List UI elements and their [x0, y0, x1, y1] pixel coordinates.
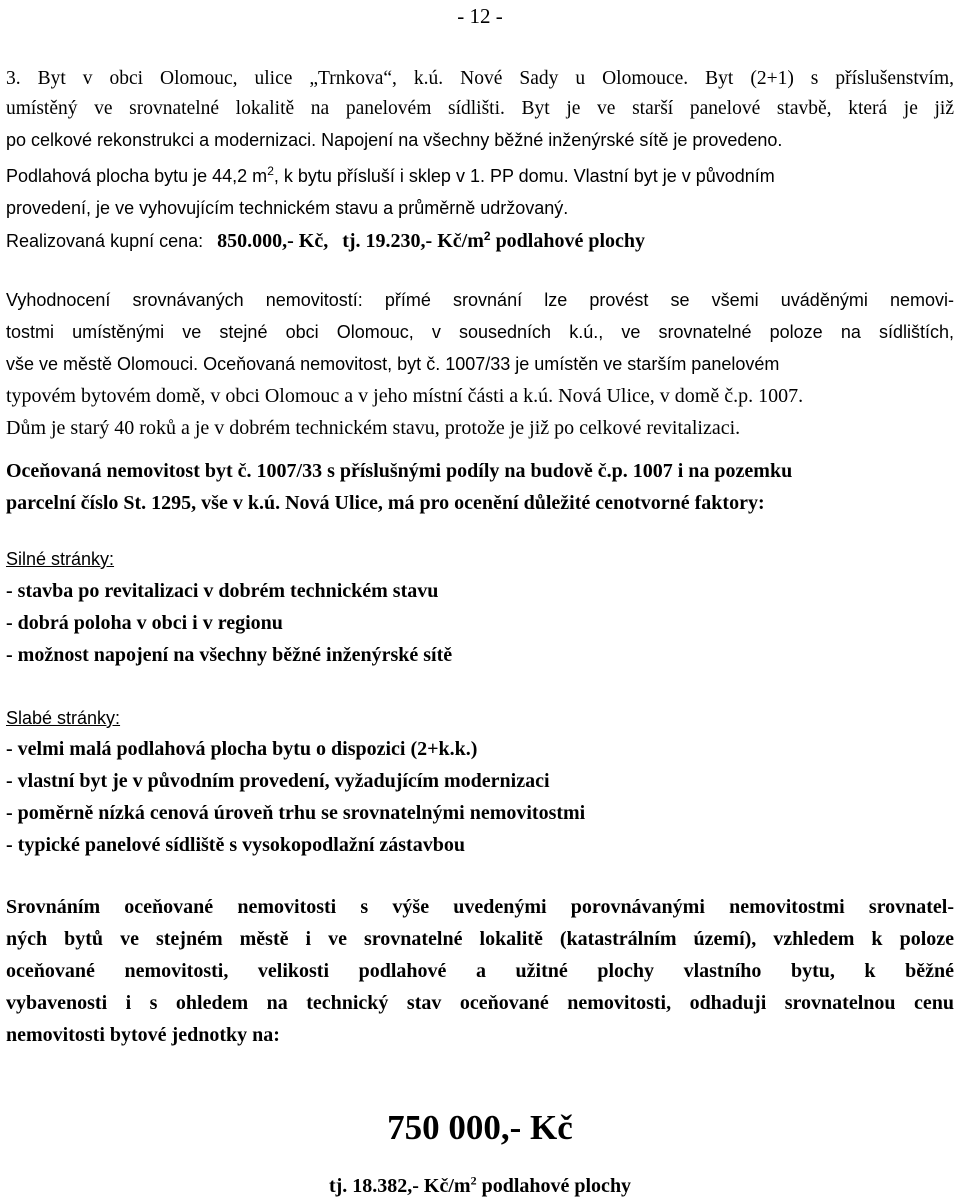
page-number: - 12 - [457, 4, 503, 28]
weakness-item-3: - poměrně nízká cenová úroveň trhu se srovnatelnými nemovitostmi [6, 802, 586, 824]
price-per-m2-a: tj. 18.382,- Kč/m [328, 1175, 471, 1197]
evaluation-line-4: typovém bytovém domě, v obci Olomouc a v jeho místní části a k.ú. Nová Ulice, v domě č.p. 1007. [6, 385, 804, 407]
item3-line-1: 3. Byt v obci Olomouc, ulice „Trnkova“, k.ú. Nové Sady u Olomouce. Byt (2+1) s příslušenstvím, [6, 68, 954, 89]
item3-superscript: 2 [267, 164, 274, 178]
conclusion-line-5: nemovitosti bytové jednotky na: [6, 1024, 280, 1046]
conclusion-line-4: vybavenosti i s ohledem na technický stav oceňované nemovitosti, odhaduji srovnatelnou cenu [6, 992, 954, 1014]
item3-line-3: po celkové rekonstrukci a modernizaci. Napojení na všechny běžné inženýrské sítě je provedeno. [6, 130, 783, 150]
item3-line-4-a: Podlahová plocha bytu je 44,2 m [6, 166, 268, 186]
item3-line-5: provedení, je ve vyhovujícím technickém stavu a průměrně udržovaný. [6, 198, 569, 218]
evaluation-line-2: tostmi umístěnými ve stejné obci Olomouc, v sousedních k.ú., ve srovnatelné poloze na sídlištích, [6, 322, 954, 342]
strengths-heading: Silné stránky: [6, 549, 115, 569]
evaluation-line-5: Dům je starý 40 roků a je v dobrém technickém stavu, protože je již po celkové revitalizaci. [6, 417, 741, 439]
price-per-m2-superscript: 2 [470, 1173, 477, 1188]
realized-price-value: 850.000,- Kč, [217, 230, 329, 252]
weakness-item-2: - vlastní byt je v původním provedení, vyžadujícím modernizaci [6, 770, 550, 792]
item3-line-2: umístěný ve srovnatelné lokalitě na panelovém sídlišti. Byt je ve starší panelové stavbě, která je již [6, 98, 954, 119]
strength-item-3: - možnost napojení na všechny běžné inženýrské sítě [6, 644, 453, 666]
weakness-item-4: - typické panelové sídliště s vysokopodlažní zástavbou [6, 834, 465, 856]
weaknesses-heading: Slabé stránky: [6, 708, 121, 728]
price-per-m2-b: podlahové plochy [476, 1175, 632, 1197]
evaluation-line-3: vše ve městě Olomouci. Oceňovaná nemovitost, byt č. 1007/33 je umístěn ve starším panelovém [6, 354, 780, 374]
item3-line-4 [6, 164, 775, 188]
valued-line-2: parcelní číslo St. 1295, vše v k.ú. Nová Ulice, má pro ocenění důležité cenotvorné faktory: [6, 492, 765, 514]
item3-line-4-b: , k bytu přísluší i sklep v 1. PP domu. Vlastní byt je v původním [273, 166, 775, 186]
item3-price-line [6, 229, 645, 253]
valued-line-1: Oceňovaná nemovitost byt č. 1007/33 s příslušnými podíly na budově č.p. 1007 i na pozemku [6, 460, 793, 482]
evaluation-line-1: Vyhodnocení srovnávaných nemovitostí: přímé srovnání lze provést se všemi uváděnými nemovi- [6, 290, 954, 310]
conclusion-line-1: Srovnáním oceňované nemovitosti s výše uvedenými porovnávanými nemovitostmi srovnatel- [6, 896, 954, 918]
conclusion-line-3: oceňované nemovitosti, velikosti podlahové a užitné plochy vlastního bytu, k běžné [6, 960, 954, 982]
estimated-price-per-m2 [0, 1174, 960, 1198]
realized-price-per-m2: tj. 19.230,- Kč/m [342, 230, 484, 252]
realized-price-suffix: podlahové plochy [490, 230, 646, 252]
realized-price-superscript: 2 [483, 229, 491, 243]
realized-price-label: Realizovaná kupní cena: [6, 231, 204, 251]
strength-item-1: - stavba po revitalizaci v dobrém technickém stavu [6, 580, 439, 602]
conclusion-line-2: ných bytů ve stejném městě i ve srovnatelné lokalitě (katastrálním území), vzhledem k poloze [6, 928, 954, 950]
strength-item-2: - dobrá poloha v obci i v regionu [6, 612, 283, 634]
weakness-item-1: - velmi malá podlahová plocha bytu o dispozici (2+k.k.) [6, 738, 478, 760]
estimated-price: 750 000,- Kč [387, 1108, 573, 1147]
